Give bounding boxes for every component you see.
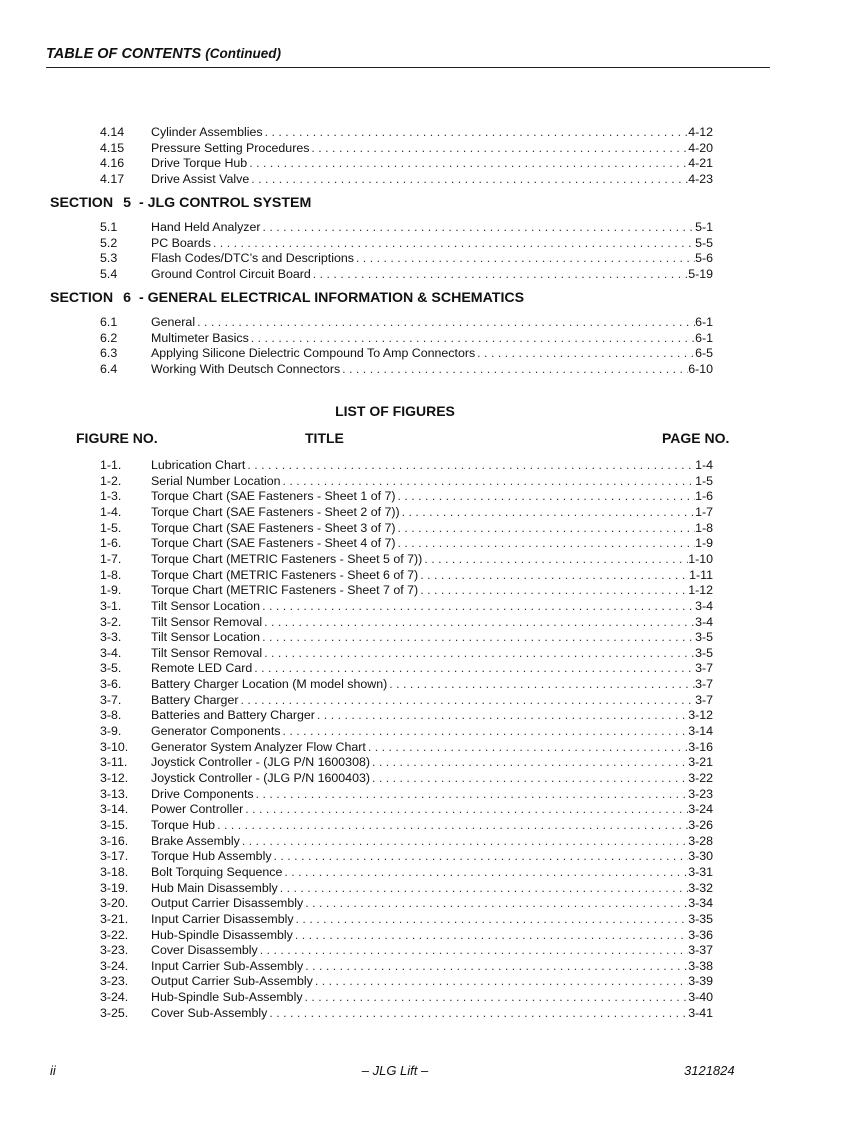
toc-entry[interactable] xyxy=(100,124,713,140)
dot-leader xyxy=(372,754,688,770)
dot-leader xyxy=(305,989,689,1005)
toc-entry[interactable] xyxy=(100,582,713,598)
entry-title: Output Carrier Sub-Assembly xyxy=(151,974,313,989)
dot-leader xyxy=(242,833,688,849)
toc-entry[interactable] xyxy=(100,361,713,377)
entry-title: Applying Silicone Dielectric Compound To Amp Connectors xyxy=(151,346,476,361)
entry-title: Cover Disassembly xyxy=(151,943,258,958)
entry-page: 3-24 xyxy=(688,802,713,817)
entry-number: 1-4. xyxy=(100,504,122,519)
entry-number: 3-11. xyxy=(100,755,128,770)
section-5-heading[interactable] xyxy=(50,195,311,211)
entry-title: Multimeter Basics xyxy=(151,330,249,345)
entry-number: 3-8. xyxy=(100,708,122,723)
entry-title: Torque Chart (METRIC Fasteners - Sheet 7 of 7) xyxy=(151,583,419,598)
column-header-title: TITLE xyxy=(305,430,344,446)
dot-leader xyxy=(249,155,688,171)
entry-title: Tilt Sensor Removal xyxy=(151,614,263,629)
toc-entry[interactable] xyxy=(100,958,713,974)
entry-title: Tilt Sensor Location xyxy=(151,630,261,645)
toc-entry[interactable] xyxy=(100,235,713,251)
entry-title: Hub Main Disassembly xyxy=(151,880,278,895)
entry-title: Remote LED Card xyxy=(151,661,253,676)
entry-title: Output Carrier Disassembly xyxy=(151,896,304,911)
toc-entry[interactable] xyxy=(100,171,713,187)
entry-page: 5-5 xyxy=(695,235,713,250)
entry-page: 3-41 xyxy=(688,1005,713,1020)
entry-page: 1-7 xyxy=(695,504,713,519)
dot-leader xyxy=(269,1005,688,1021)
section-label: SECTION xyxy=(50,290,114,306)
entry-page: 4-21 xyxy=(688,156,713,171)
entry-title: Torque Chart (SAE Fasteners - Sheet 2 of 7)) xyxy=(151,504,400,519)
dot-leader xyxy=(263,219,696,235)
entry-title: Drive Torque Hub xyxy=(151,156,248,171)
toc-entry[interactable] xyxy=(100,629,713,645)
entry-number: 3-25. xyxy=(100,1005,129,1020)
entry-page: 3-4 xyxy=(695,614,713,629)
entry-title: Pressure Setting Procedures xyxy=(151,140,310,155)
entry-page: 3-23 xyxy=(688,786,713,801)
dot-leader xyxy=(265,124,689,140)
dot-leader xyxy=(280,880,688,896)
entry-title: Torque Hub Assembly xyxy=(151,849,272,864)
toc-entry[interactable] xyxy=(100,473,713,489)
entry-number: 5.2 xyxy=(100,235,118,250)
entry-title: Tilt Sensor Removal xyxy=(151,645,263,660)
entry-page: 5-1 xyxy=(695,220,713,234)
entry-number: 3-13. xyxy=(100,786,129,801)
entry-title: Input Carrier Sub-Assembly xyxy=(151,958,304,973)
toc-entry[interactable] xyxy=(100,614,713,630)
entry-page: 1-11 xyxy=(689,567,713,582)
entry-title: Torque Chart (METRIC Fasteners - Sheet 6 of 7) xyxy=(151,567,419,582)
toc-entry[interactable] xyxy=(100,770,713,786)
toc-entry[interactable] xyxy=(100,520,713,536)
dot-leader xyxy=(197,314,695,330)
entry-page: 1-10 xyxy=(688,551,713,566)
dot-leader xyxy=(251,171,688,187)
section-number: 5 xyxy=(123,195,131,211)
toc-entry[interactable] xyxy=(100,567,713,583)
toc-entry[interactable] xyxy=(100,754,713,770)
entry-title: Input Carrier Disassembly xyxy=(151,911,294,926)
entry-number: 1-9. xyxy=(100,583,122,598)
dot-leader xyxy=(256,786,689,802)
dot-leader xyxy=(282,473,695,489)
entry-page: 3-4 xyxy=(695,598,713,613)
entry-number: 3-14. xyxy=(100,802,129,817)
entry-page: 6-1 xyxy=(695,315,713,329)
entry-number: 4.15 xyxy=(100,140,125,155)
entry-title: Batteries and Battery Charger xyxy=(151,708,315,723)
dot-leader xyxy=(254,660,695,676)
toc-entry[interactable] xyxy=(100,219,713,235)
entry-page: 3-5 xyxy=(695,645,713,660)
entry-title: Torque Chart (METRIC Fasteners - Sheet 5 of 7)) xyxy=(151,551,423,566)
entry-number: 6.2 xyxy=(100,330,118,345)
entry-page: 3-32 xyxy=(688,880,713,895)
dot-leader xyxy=(315,973,688,989)
section-title: - JLG CONTROL SYSTEM xyxy=(138,195,312,211)
entry-title: Generator System Analyzer Flow Chart xyxy=(151,739,366,754)
entry-title: Power Controller xyxy=(151,802,244,817)
entry-number: 3-22. xyxy=(100,927,129,942)
entry-page: 4-20 xyxy=(688,140,713,155)
dot-leader xyxy=(397,535,695,551)
section-label: SECTION xyxy=(50,195,114,211)
entry-title: Drive Assist Valve xyxy=(151,171,250,186)
entry-page: 3-16 xyxy=(688,739,713,754)
dot-leader xyxy=(317,707,688,723)
entry-page: 3-38 xyxy=(688,958,713,973)
dot-leader xyxy=(356,250,695,266)
toc-entry[interactable] xyxy=(100,833,713,849)
entry-page: 3-35 xyxy=(688,911,713,926)
entry-title: General xyxy=(151,315,196,329)
entry-title: Drive Components xyxy=(151,786,254,801)
dot-leader xyxy=(420,582,688,598)
column-header-figure-no: FIGURE NO. xyxy=(76,430,158,446)
dot-leader xyxy=(402,504,695,520)
entry-page: 1-12 xyxy=(688,583,713,598)
dot-leader xyxy=(262,598,695,614)
entry-number: 3-24. xyxy=(100,990,129,1005)
entry-number: 3-3. xyxy=(100,630,122,645)
entry-page: 6-5 xyxy=(695,346,713,361)
entry-page: 1-6 xyxy=(695,489,713,504)
entry-title: Generator Components xyxy=(151,724,281,739)
dot-leader xyxy=(262,629,695,645)
toc-entry[interactable] xyxy=(100,739,713,755)
toc-entry[interactable] xyxy=(100,817,713,833)
entry-number: 3-4. xyxy=(100,645,122,660)
dot-leader xyxy=(264,614,695,630)
toc-entry[interactable] xyxy=(100,535,713,551)
entry-title: PC Boards xyxy=(151,235,211,250)
entry-number: 3-1. xyxy=(100,598,122,613)
entry-page: 3-30 xyxy=(688,849,713,864)
entry-page: 3-37 xyxy=(688,943,713,958)
header-title: TABLE OF CONTENTS xyxy=(46,46,202,62)
entry-page: 3-7 xyxy=(695,692,713,707)
entry-page: 3-34 xyxy=(688,896,713,911)
entry-page: 5-6 xyxy=(695,251,713,266)
toc-entry[interactable] xyxy=(100,250,713,266)
entry-title: Tilt Sensor Location xyxy=(151,598,261,613)
dot-leader xyxy=(283,723,689,739)
toc-entry[interactable] xyxy=(100,942,713,958)
dot-leader xyxy=(311,140,688,156)
toc-entry[interactable] xyxy=(100,457,713,473)
entry-number: 3-9. xyxy=(100,724,122,739)
entry-number: 3-6. xyxy=(100,677,122,692)
dot-leader xyxy=(284,864,688,880)
entry-title: Torque Chart (SAE Fasteners - Sheet 1 of 7) xyxy=(151,489,396,504)
toc-entry[interactable] xyxy=(100,140,713,156)
entry-page: 1-4 xyxy=(695,458,713,472)
toc-entry[interactable] xyxy=(100,786,713,802)
dot-leader xyxy=(213,235,695,251)
entry-title: Hand Held Analyzer xyxy=(151,220,261,234)
dot-leader xyxy=(274,848,689,864)
footer-center: – JLG Lift – xyxy=(361,1063,429,1078)
entry-number: 5.3 xyxy=(100,251,118,266)
toc-entry[interactable] xyxy=(100,330,713,346)
entry-number: 1-8. xyxy=(100,567,122,582)
entry-title: Ground Control Circuit Board xyxy=(151,266,311,281)
dot-leader xyxy=(295,927,688,943)
entry-number: 1-7. xyxy=(100,551,122,566)
toc-entry[interactable] xyxy=(100,345,713,361)
entry-title: Battery Charger Location (M model shown) xyxy=(151,677,388,692)
dot-leader xyxy=(251,330,695,346)
entry-page: 3-39 xyxy=(688,974,713,989)
toc-entry[interactable] xyxy=(100,504,713,520)
entry-number: 3-21. xyxy=(100,911,129,926)
dot-leader xyxy=(420,567,689,583)
column-header-page-no: PAGE NO. xyxy=(662,430,730,446)
entry-number: 5.1 xyxy=(100,220,118,234)
entry-number: 5.4 xyxy=(100,266,118,281)
toc-entry[interactable] xyxy=(100,645,713,661)
entry-page: 5-19 xyxy=(688,266,713,281)
toc-entry[interactable] xyxy=(100,676,713,692)
dot-leader xyxy=(389,676,695,692)
entry-title: Joystick Controller - (JLG P/N 1600403) xyxy=(151,771,370,785)
entry-number: 3-19. xyxy=(100,880,129,895)
toc-entry[interactable] xyxy=(100,911,713,927)
toc-entry[interactable] xyxy=(100,660,713,676)
toc-entry[interactable] xyxy=(100,848,713,864)
entry-number: 3-23. xyxy=(100,943,129,958)
toc-entry[interactable] xyxy=(100,266,713,282)
footer-page-number: ii xyxy=(50,1063,56,1078)
entry-number: 1-3. xyxy=(100,489,122,504)
entry-page: 3-7 xyxy=(695,661,713,676)
entry-number: 6.4 xyxy=(100,361,118,376)
header-continued: (Continued) xyxy=(205,46,281,61)
entry-number: 3-10. xyxy=(100,739,129,754)
entry-title: Bolt Torquing Sequence xyxy=(151,864,283,879)
entry-number: 1-1. xyxy=(100,458,122,472)
entry-title: Cylinder Assemblies xyxy=(151,125,263,139)
toc-entry[interactable] xyxy=(100,989,713,1005)
entry-page: 4-23 xyxy=(688,171,713,186)
toc-entry[interactable] xyxy=(100,1005,713,1021)
entry-number: 3-17. xyxy=(100,849,129,864)
dot-leader xyxy=(296,911,689,927)
entry-number: 3-2. xyxy=(100,614,122,629)
toc-entry[interactable] xyxy=(100,723,713,739)
entry-page: 6-10 xyxy=(688,361,713,376)
list-of-figures-heading: LIST OF FIGURES xyxy=(335,403,455,419)
entry-title: Torque Chart (SAE Fasteners - Sheet 4 of 7) xyxy=(151,536,396,551)
entry-number: 1-5. xyxy=(100,520,122,535)
entry-page: 3-21 xyxy=(688,755,713,770)
entry-title: Flash Codes/DTC’s and Descriptions xyxy=(151,251,354,266)
toc-entry[interactable] xyxy=(100,707,713,723)
entry-number: 3-18. xyxy=(100,864,129,879)
entry-page: 3-26 xyxy=(688,817,713,832)
entry-number: 3-5. xyxy=(100,661,122,676)
entry-number: 3-23. xyxy=(100,974,129,989)
entry-title: Lubrication Chart xyxy=(151,458,246,472)
entry-title: Brake Assembly xyxy=(151,833,240,848)
entry-number: 4.16 xyxy=(100,156,125,171)
entry-page: 1-5 xyxy=(695,473,713,488)
entry-title: Working With Deutsch Connectors xyxy=(151,361,341,376)
entry-page: 6-1 xyxy=(695,330,713,345)
section-title: - GENERAL ELECTRICAL INFORMATION & SCHEMATICS xyxy=(138,290,525,306)
dot-leader xyxy=(247,457,695,473)
entry-number: 4.17 xyxy=(100,171,125,186)
dot-leader xyxy=(477,345,695,361)
entry-number: 3-20. xyxy=(100,896,129,911)
entry-page: 4-12 xyxy=(688,125,713,139)
toc-entry[interactable] xyxy=(100,488,713,504)
entry-page: 3-5 xyxy=(695,630,713,645)
entry-page: 3-12 xyxy=(688,708,713,723)
entry-number: 3-16. xyxy=(100,833,129,848)
toc-entry[interactable] xyxy=(100,692,713,708)
entry-title: Battery Charger xyxy=(151,692,239,707)
dot-leader xyxy=(305,958,688,974)
entry-page: 1-9 xyxy=(695,536,713,551)
toc-entry[interactable] xyxy=(100,598,713,614)
entry-title: Torque Chart (SAE Fasteners - Sheet 3 of 7) xyxy=(151,520,396,535)
dot-leader xyxy=(313,266,688,282)
dot-leader xyxy=(397,520,695,536)
footer-doc-number: 3121824 xyxy=(684,1063,735,1078)
dot-leader xyxy=(305,895,688,911)
entry-title: Cover Sub-Assembly xyxy=(151,1005,268,1020)
entry-page: 3-40 xyxy=(688,990,713,1005)
entry-page: 3-22 xyxy=(688,771,713,785)
entry-number: 3-12. xyxy=(100,771,129,785)
dot-leader xyxy=(240,692,695,708)
entry-page: 3-31 xyxy=(688,864,713,879)
entry-number: 4.14 xyxy=(100,125,125,139)
entry-number: 3-24. xyxy=(100,958,129,973)
toc-entry[interactable] xyxy=(100,880,713,896)
entry-number: 6.3 xyxy=(100,346,118,361)
entry-number: 3-15. xyxy=(100,817,129,832)
toc-entry[interactable] xyxy=(100,155,713,171)
entry-page: 3-14 xyxy=(688,724,713,739)
dot-leader xyxy=(217,817,688,833)
entry-title: Serial Number Location xyxy=(151,473,281,488)
section-number: 6 xyxy=(123,290,131,306)
dot-leader xyxy=(342,361,688,377)
dot-leader xyxy=(372,770,688,786)
page-header xyxy=(46,46,770,62)
entry-page: 3-7 xyxy=(695,677,713,692)
entry-title: Hub-Spindle Disassembly xyxy=(151,927,293,942)
dot-leader xyxy=(424,551,688,567)
dot-leader xyxy=(397,488,695,504)
entry-page: 1-8 xyxy=(695,520,713,535)
entry-number: 6.1 xyxy=(100,315,118,329)
entry-number: 3-7. xyxy=(100,692,122,707)
toc-entry[interactable] xyxy=(100,973,713,989)
toc-entry[interactable] xyxy=(100,895,713,911)
toc-entry[interactable] xyxy=(100,801,713,817)
toc-entry[interactable] xyxy=(100,314,713,330)
header-rule xyxy=(46,67,770,68)
entry-page: 3-28 xyxy=(688,833,713,848)
entry-number: 1-2. xyxy=(100,473,122,488)
dot-leader xyxy=(368,739,688,755)
dot-leader xyxy=(245,801,688,817)
toc-entry[interactable] xyxy=(100,864,713,880)
entry-title: Hub-Spindle Sub-Assembly xyxy=(151,990,303,1005)
dot-leader xyxy=(264,645,695,661)
entry-title: Torque Hub xyxy=(151,817,216,832)
entry-title: Joystick Controller - (JLG P/N 1600308) xyxy=(151,755,370,770)
toc-entry[interactable] xyxy=(100,927,713,943)
entry-number: 1-6. xyxy=(100,536,122,551)
toc-entry[interactable] xyxy=(100,551,713,567)
dot-leader xyxy=(260,942,688,958)
entry-page: 3-36 xyxy=(688,927,713,942)
section-6-heading[interactable] xyxy=(50,290,524,306)
